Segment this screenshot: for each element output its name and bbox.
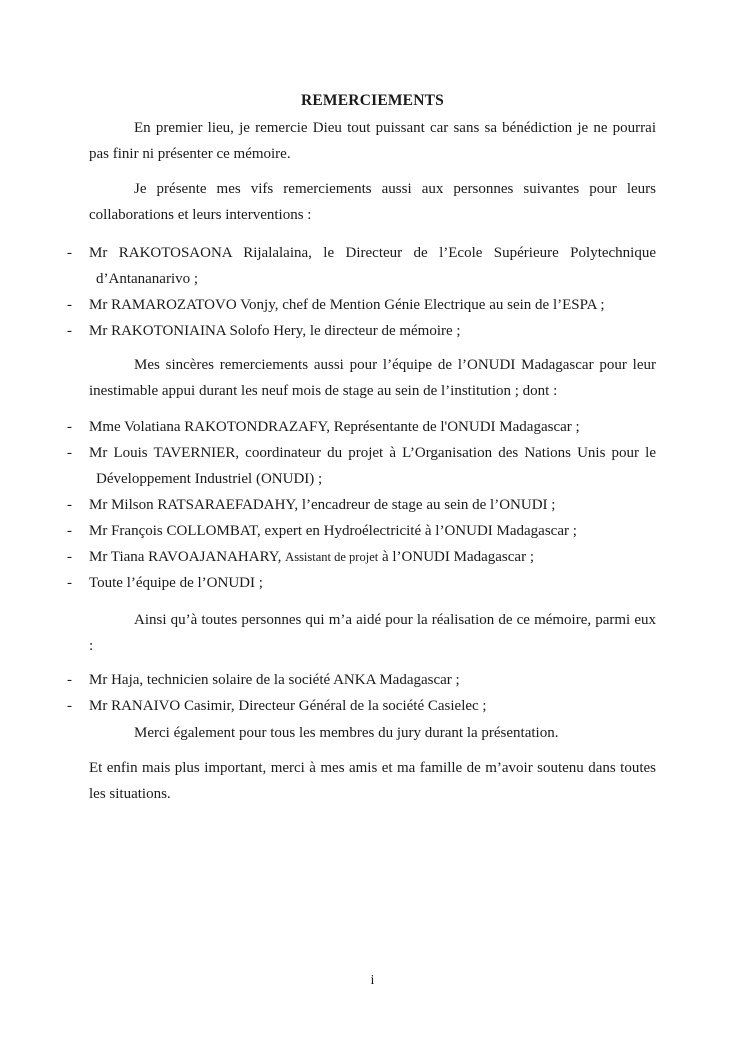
- list-item-text-small: Assistant de projet: [285, 550, 379, 564]
- dash-bullet: -: [67, 523, 72, 539]
- dash-bullet: -: [67, 672, 72, 688]
- page-number: i: [370, 973, 375, 988]
- dash-bullet: -: [67, 297, 72, 313]
- dash-bullet: -: [67, 245, 72, 261]
- dash-bullet: -: [67, 698, 72, 714]
- list-item-text: Mr RANAIVO Casimir, Directeur Général de la société Casielec ;: [89, 698, 487, 714]
- list-item: [67, 440, 656, 492]
- dash-bullet: -: [67, 497, 72, 513]
- collaborators-list: [67, 240, 656, 344]
- list-item: [67, 318, 656, 344]
- paragraph-god-thanks: En premier lieu, je remercie Dieu tout puissant car sans sa bénédiction je ne pourrai pas finir ni présenter ce mémoire.: [89, 120, 656, 162]
- paragraph-jury-thanks: Merci également pour tous les membres du jury durant la présentation.: [134, 725, 559, 741]
- dash-bullet: -: [67, 323, 72, 339]
- paragraph-collaborators-intro: Je présente mes vifs remerciements aussi aux personnes suivantes pour leurs collaborations et leurs interventions :: [89, 181, 656, 223]
- list-item: [67, 518, 656, 544]
- list-item: [67, 667, 656, 693]
- list-item-text: Mme Volatiana RAKOTONDRAZAFY, Représentante de l'ONUDI Madagascar ;: [89, 419, 580, 435]
- list-item: [67, 240, 656, 292]
- list-item-text: Mr François COLLOMBAT, expert en Hydroélectricité à l’ONUDI Madagascar ;: [89, 523, 577, 539]
- list-item-text: Mr Milson RATSARAEFADAHY, l’encadreur de stage au sein de l’ONUDI ;: [89, 497, 556, 513]
- list-item: [67, 414, 656, 440]
- dash-bullet: -: [67, 549, 72, 565]
- dash-bullet: -: [67, 419, 72, 435]
- list-item-text-suffix: à l’ONUDI Madagascar ;: [378, 549, 534, 565]
- list-item-text: Mr RAKOTONIAINA Solofo Hery, le directeur de mémoire ;: [89, 323, 461, 339]
- list-item-text: Toute l’équipe de l’ONUDI ;: [89, 575, 263, 591]
- list-item: [67, 570, 656, 596]
- paragraph-onudi-intro: Mes sincères remerciements aussi pour l’équipe de l’ONUDI Madagascar pour leur inestimable appui durant les neuf mois de stage au sein de l’institution ; dont :: [89, 357, 656, 399]
- list-item: [67, 544, 656, 570]
- list-item: [67, 292, 656, 318]
- page-title: REMERCIEMENTS: [301, 92, 444, 109]
- dash-bullet: -: [67, 445, 72, 461]
- list-item: [67, 492, 656, 518]
- helpers-list: [67, 667, 656, 719]
- dash-bullet: -: [67, 575, 72, 591]
- paragraph-family-thanks: Et enfin mais plus important, merci à mes amis et ma famille de m’avoir soutenu dans toutes les situations.: [89, 760, 656, 802]
- onudi-team-list: [67, 414, 656, 596]
- list-item-text-prefix: Mr Tiana RAVOAJANAHARY,: [89, 549, 286, 565]
- list-item-text: Mr RAKOTOSAONA Rijalalaina, le Directeur de l’Ecole Supérieure Polytechnique d’Antananarivo ;: [89, 245, 656, 287]
- list-item-text: Mr RAMAROZATOVO Vonjy, chef de Mention Génie Electrique au sein de l’ESPA ;: [89, 297, 605, 313]
- list-item-text: Mr Haja, technicien solaire de la société ANKA Madagascar ;: [89, 672, 460, 688]
- list-item-text: Mr Louis TAVERNIER, coordinateur du projet à L’Organisation des Nations Unis pour le Développement Industriel (ONUDI) ;: [89, 445, 656, 487]
- paragraph-helpers-intro: Ainsi qu’à toutes personnes qui m’a aidé pour la réalisation de ce mémoire, parmi eux :: [89, 612, 656, 654]
- list-item: [67, 693, 656, 719]
- list-item-text: [89, 544, 656, 570]
